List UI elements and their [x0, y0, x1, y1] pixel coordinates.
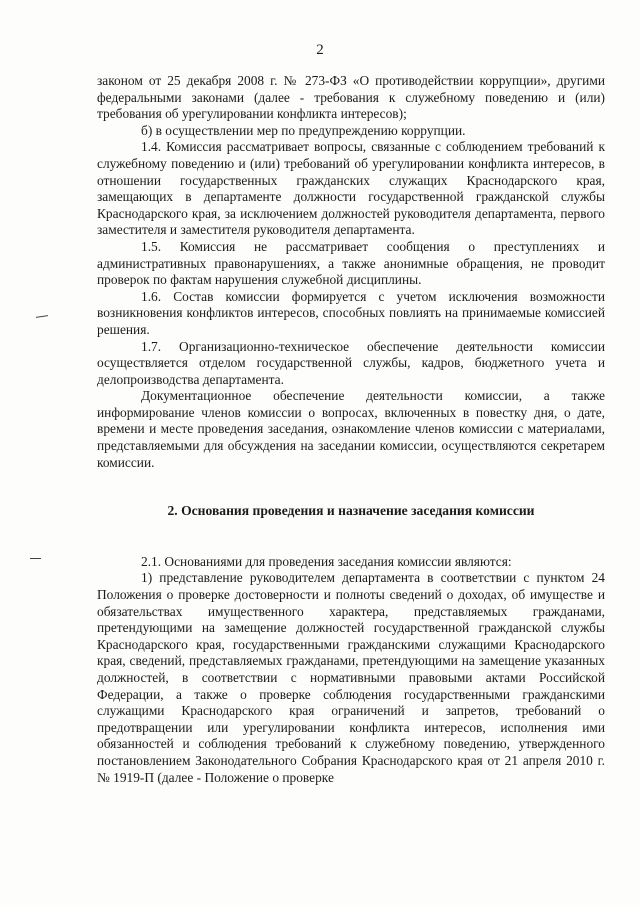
- page-number: 2: [316, 42, 324, 58]
- paragraph: 1.5. Комиссия не рассматривает сообщения о преступлениях и административных правонарушениях, а также анонимные обращения, не проводит проверок по фактам нарушения служебной дисциплины.: [97, 238, 605, 288]
- document-body: [97, 73, 605, 786]
- paragraph: 1.4. Комиссия рассматривает вопросы, связанные с соблюдением требований к служебному поведению и (или) требований об урегулировании конфликта интересов, в отношении государственных гражданских служащих Краснодарского края, замещающих в департаменте должности государственной гражданской службы Краснодарского края, за исключением должностей руководителя департамента, первого заместителя и заместителя руководителя департамента.: [97, 139, 605, 238]
- section-heading: 2. Основания проведения и назначение заседания комиссии: [167, 503, 535, 519]
- paragraph: Документационное обеспечение деятельности комиссии, а также информирование членов комиссии о вопросах, включенных в повестку дня, о дате, времени и месте проведения заседания, ознакомление членов комиссии с материалами, представляемыми для обсуждения на заседании комиссии, осуществляются секретарем комиссии.: [97, 388, 605, 470]
- paragraphs-top: [97, 73, 605, 471]
- paragraphs-bottom: [97, 554, 605, 786]
- paragraph: 1.6. Состав комиссии формируется с учетом исключения возможности возникновения конфликтов интересов, способных повлиять на принимаемые комиссией решения.: [97, 288, 605, 337]
- paragraph: 1.7. Организационно-техническое обеспечение деятельности комиссии осуществляется отделом государственной службы, кадров, бюджетного учета и делопроизводства департамента.: [97, 338, 605, 387]
- scan-margin-mark: [36, 315, 48, 318]
- paragraph: 1) представление руководителем департамента в соответствии с пунктом 24 Положения о проверке достоверности и полноты сведений о доходах, об имуществе и обязательствах имущественного характера, представляемых гражданами, претендующими на замещение должностей государственной гражданской службы Краснодарского края, государственными гражданскими служащими Краснодарского края, сведений, представляемых гражданами, претендующими на замещение указанных должностей, в соответствии с нормативными правовыми актами Российской Федерации, а также о проверке соблюдения государственными гражданскими служащими Краснодарского края ограничений и запретов, требований о предотвращении или урегулировании конфликта интересов, исполнения ими обязанностей и соблюдения требований к служебному поведению, утвержденного постановлением Законодательного Собрания Краснодарского края от 21 апреля 2010 г. № 1919-П (далее - Положение о проверке: [97, 570, 605, 785]
- paragraph: 2.1. Основаниями для проведения заседания комиссии являются:: [141, 553, 512, 569]
- paragraph: б) в осуществлении мер по предупреждению коррупции.: [141, 122, 466, 138]
- scan-margin-mark: [30, 558, 41, 559]
- paragraph: законом от 25 декабря 2008 г. № 273-ФЗ «О противодействии коррупции», другими федеральными законами (далее - требования к служебному поведению и (или) требования об урегулировании конфликта интересов);: [97, 73, 605, 122]
